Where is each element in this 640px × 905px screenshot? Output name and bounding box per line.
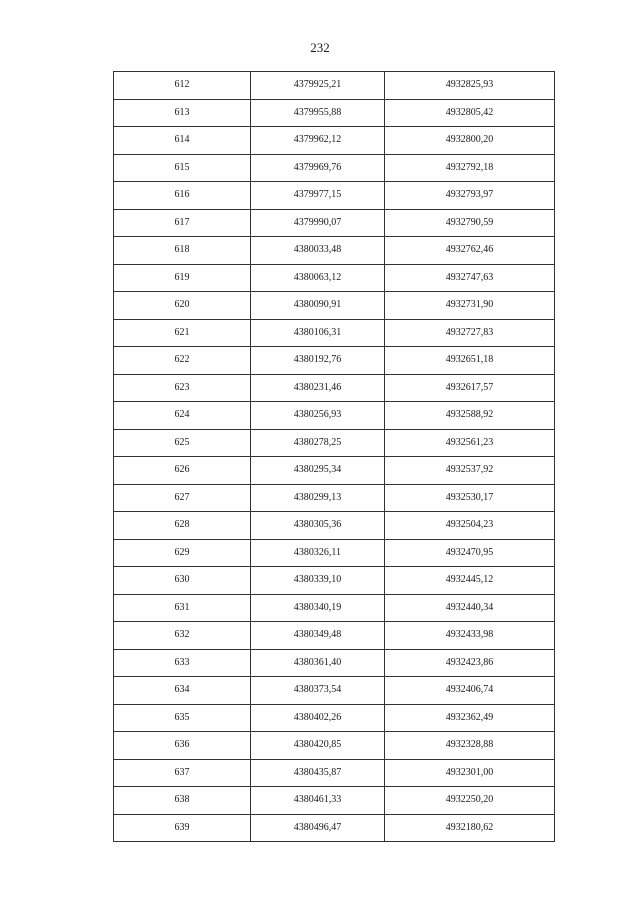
table-row bbox=[114, 567, 555, 595]
y-coordinate-cell: 4932301,00 bbox=[385, 759, 555, 787]
point-number-cell: 626 bbox=[114, 457, 251, 485]
table-row bbox=[114, 457, 555, 485]
x-coordinate-cell: 4380496,47 bbox=[251, 814, 385, 842]
point-number-cell: 628 bbox=[114, 512, 251, 540]
page-number: 232 bbox=[310, 40, 330, 55]
x-coordinate-cell: 4380192,76 bbox=[251, 347, 385, 375]
x-coordinate-cell: 4380295,34 bbox=[251, 457, 385, 485]
table-row bbox=[114, 127, 555, 155]
y-coordinate-cell: 4932180,62 bbox=[385, 814, 555, 842]
y-coordinate-cell: 4932727,83 bbox=[385, 319, 555, 347]
y-coordinate-cell: 4932617,57 bbox=[385, 374, 555, 402]
point-number-cell: 620 bbox=[114, 292, 251, 320]
y-coordinate-cell: 4932792,18 bbox=[385, 154, 555, 182]
coordinates-table-body bbox=[114, 72, 555, 842]
table-row bbox=[114, 512, 555, 540]
y-coordinate-cell: 4932440,34 bbox=[385, 594, 555, 622]
table-row bbox=[114, 649, 555, 677]
table-row bbox=[114, 209, 555, 237]
coordinates-table bbox=[113, 71, 555, 842]
x-coordinate-cell: 4380090,91 bbox=[251, 292, 385, 320]
x-coordinate-cell: 4380106,31 bbox=[251, 319, 385, 347]
x-coordinate-cell: 4379925,21 bbox=[251, 72, 385, 100]
y-coordinate-cell: 4932588,92 bbox=[385, 402, 555, 430]
point-number-cell: 621 bbox=[114, 319, 251, 347]
y-coordinate-cell: 4932328,88 bbox=[385, 732, 555, 760]
y-coordinate-cell: 4932470,95 bbox=[385, 539, 555, 567]
x-coordinate-cell: 4380256,93 bbox=[251, 402, 385, 430]
y-coordinate-cell: 4932362,49 bbox=[385, 704, 555, 732]
y-coordinate-cell: 4932805,42 bbox=[385, 99, 555, 127]
point-number-cell: 638 bbox=[114, 787, 251, 815]
y-coordinate-cell: 4932250,20 bbox=[385, 787, 555, 815]
point-number-cell: 615 bbox=[114, 154, 251, 182]
x-coordinate-cell: 4380063,12 bbox=[251, 264, 385, 292]
y-coordinate-cell: 4932406,74 bbox=[385, 677, 555, 705]
point-number-cell: 632 bbox=[114, 622, 251, 650]
x-coordinate-cell: 4379977,15 bbox=[251, 182, 385, 210]
table-row bbox=[114, 622, 555, 650]
y-coordinate-cell: 4932825,93 bbox=[385, 72, 555, 100]
table-row bbox=[114, 319, 555, 347]
point-number-cell: 625 bbox=[114, 429, 251, 457]
x-coordinate-cell: 4380326,11 bbox=[251, 539, 385, 567]
y-coordinate-cell: 4932762,46 bbox=[385, 237, 555, 265]
table-row bbox=[114, 759, 555, 787]
table-row bbox=[114, 594, 555, 622]
point-number-cell: 624 bbox=[114, 402, 251, 430]
table-row bbox=[114, 237, 555, 265]
table-row bbox=[114, 99, 555, 127]
y-coordinate-cell: 4932747,63 bbox=[385, 264, 555, 292]
x-coordinate-cell: 4379962,12 bbox=[251, 127, 385, 155]
point-number-cell: 637 bbox=[114, 759, 251, 787]
point-number-cell: 636 bbox=[114, 732, 251, 760]
table-row bbox=[114, 787, 555, 815]
x-coordinate-cell: 4380339,10 bbox=[251, 567, 385, 595]
table-row bbox=[114, 732, 555, 760]
point-number-cell: 617 bbox=[114, 209, 251, 237]
table-row bbox=[114, 347, 555, 375]
point-number-cell: 633 bbox=[114, 649, 251, 677]
table-row bbox=[114, 539, 555, 567]
x-coordinate-cell: 4380373,54 bbox=[251, 677, 385, 705]
x-coordinate-cell: 4380340,19 bbox=[251, 594, 385, 622]
point-number-cell: 612 bbox=[114, 72, 251, 100]
point-number-cell: 622 bbox=[114, 347, 251, 375]
table-row bbox=[114, 429, 555, 457]
point-number-cell: 635 bbox=[114, 704, 251, 732]
table-row bbox=[114, 677, 555, 705]
x-coordinate-cell: 4380349,48 bbox=[251, 622, 385, 650]
x-coordinate-cell: 4380361,40 bbox=[251, 649, 385, 677]
point-number-cell: 618 bbox=[114, 237, 251, 265]
y-coordinate-cell: 4932445,12 bbox=[385, 567, 555, 595]
point-number-cell: 627 bbox=[114, 484, 251, 512]
table-row bbox=[114, 154, 555, 182]
point-number-cell: 613 bbox=[114, 99, 251, 127]
point-number-cell: 629 bbox=[114, 539, 251, 567]
y-coordinate-cell: 4932561,23 bbox=[385, 429, 555, 457]
table-row bbox=[114, 374, 555, 402]
table-row bbox=[114, 402, 555, 430]
point-number-cell: 616 bbox=[114, 182, 251, 210]
point-number-cell: 619 bbox=[114, 264, 251, 292]
point-number-cell: 639 bbox=[114, 814, 251, 842]
y-coordinate-cell: 4932530,17 bbox=[385, 484, 555, 512]
y-coordinate-cell: 4932731,90 bbox=[385, 292, 555, 320]
point-number-cell: 631 bbox=[114, 594, 251, 622]
x-coordinate-cell: 4379969,76 bbox=[251, 154, 385, 182]
x-coordinate-cell: 4380435,87 bbox=[251, 759, 385, 787]
point-number-cell: 630 bbox=[114, 567, 251, 595]
y-coordinate-cell: 4932537,92 bbox=[385, 457, 555, 485]
table-row bbox=[114, 264, 555, 292]
x-coordinate-cell: 4380402,26 bbox=[251, 704, 385, 732]
x-coordinate-cell: 4380278,25 bbox=[251, 429, 385, 457]
y-coordinate-cell: 4932651,18 bbox=[385, 347, 555, 375]
table-row bbox=[114, 182, 555, 210]
x-coordinate-cell: 4380461,33 bbox=[251, 787, 385, 815]
x-coordinate-cell: 4380420,85 bbox=[251, 732, 385, 760]
point-number-cell: 614 bbox=[114, 127, 251, 155]
x-coordinate-cell: 4379990,07 bbox=[251, 209, 385, 237]
table-row bbox=[114, 72, 555, 100]
table-row bbox=[114, 484, 555, 512]
table-row bbox=[114, 292, 555, 320]
y-coordinate-cell: 4932433,98 bbox=[385, 622, 555, 650]
x-coordinate-cell: 4380231,46 bbox=[251, 374, 385, 402]
y-coordinate-cell: 4932423,86 bbox=[385, 649, 555, 677]
table-row bbox=[114, 704, 555, 732]
x-coordinate-cell: 4379955,88 bbox=[251, 99, 385, 127]
x-coordinate-cell: 4380299,13 bbox=[251, 484, 385, 512]
y-coordinate-cell: 4932800,20 bbox=[385, 127, 555, 155]
point-number-cell: 634 bbox=[114, 677, 251, 705]
y-coordinate-cell: 4932793,97 bbox=[385, 182, 555, 210]
y-coordinate-cell: 4932504,23 bbox=[385, 512, 555, 540]
point-number-cell: 623 bbox=[114, 374, 251, 402]
x-coordinate-cell: 4380033,48 bbox=[251, 237, 385, 265]
x-coordinate-cell: 4380305,36 bbox=[251, 512, 385, 540]
table-row bbox=[114, 814, 555, 842]
y-coordinate-cell: 4932790,59 bbox=[385, 209, 555, 237]
